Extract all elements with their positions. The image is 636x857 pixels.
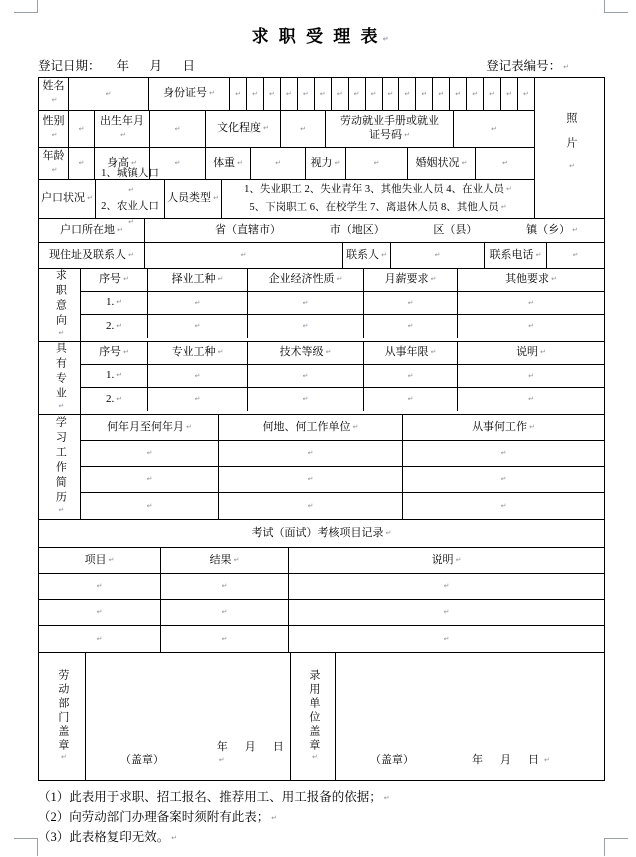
specialty-trade-input-cell[interactable] — [148, 388, 248, 411]
location-town-label: 镇（乡） ↵ — [526, 224, 578, 238]
registration-number-label[interactable]: 登记表编号： ↵ — [486, 56, 605, 74]
stamps-block — [39, 653, 604, 780]
col-header-result: 结果 ↵ — [210, 554, 240, 568]
assessment-row — [39, 574, 604, 600]
employment-cert-input-cell[interactable] — [454, 111, 534, 147]
place-unit-input-cell[interactable] — [219, 441, 403, 466]
salary-input-cell[interactable] — [364, 292, 458, 314]
specialty-block — [39, 342, 604, 415]
result-input-cell[interactable] — [161, 574, 289, 599]
assessment-row — [39, 600, 604, 626]
item-input-cell[interactable] — [39, 626, 161, 652]
enterprise-nature-input-cell[interactable] — [248, 315, 364, 338]
education-input-cell[interactable] — [281, 111, 326, 147]
registration-date — [38, 56, 199, 74]
photo-area[interactable] — [534, 78, 605, 218]
crop-mark-top-left — [14, 0, 38, 13]
row-hukou-person-type — [39, 168, 534, 218]
id-digit-cell[interactable] — [450, 78, 467, 110]
remark-input-cell[interactable] — [289, 574, 604, 599]
person-type-label: 人员类型 ↵ — [167, 192, 219, 206]
work-done-input-cell[interactable] — [403, 467, 604, 492]
id-digit-cell[interactable] — [264, 78, 281, 110]
specialty-trade-input-cell[interactable] — [148, 365, 248, 387]
location-province-label: 省（直辖市） — [215, 223, 281, 236]
stamp-date-label: 年 月 日 ↵ — [217, 741, 288, 769]
resume-block — [39, 415, 604, 520]
row-gender-birth — [39, 111, 534, 148]
id-digit-cell[interactable] — [230, 78, 247, 110]
vision-input-cell[interactable] — [346, 148, 408, 179]
specialty-row-2 — [81, 388, 604, 411]
contact-person-input-cell[interactable] — [391, 243, 485, 268]
trade-input-cell[interactable] — [148, 315, 248, 338]
notes-input-cell[interactable] — [458, 365, 604, 387]
hukou-location-label: 户口所在地 ↵ — [60, 224, 123, 238]
assessment-title-row — [39, 520, 604, 548]
gender-label: 性别 ↵ — [41, 115, 66, 143]
age-label: 年龄 ↵ — [41, 150, 66, 178]
job-intention-row-2 — [81, 315, 604, 338]
item-input-cell[interactable] — [39, 574, 161, 599]
salary-input-cell[interactable] — [364, 315, 458, 338]
resume-row — [81, 441, 604, 467]
hukou-status-label: 户口状况 ↵ — [41, 192, 93, 206]
assessment-row — [39, 626, 604, 652]
place-unit-input-cell[interactable] — [219, 467, 403, 492]
row-number: 2. ↵ — [106, 320, 122, 334]
specialty-header-row — [81, 342, 604, 365]
employment-cert-label: 劳动就业手册或就业 证号码 ↵ — [326, 111, 454, 147]
col-header-specialty-trade: 专业工种 ↵ — [172, 346, 224, 360]
id-digit-cell[interactable] — [383, 78, 400, 110]
footer-note-2: （2）向劳动部门办理备案时须附有此表； ↵ — [38, 808, 605, 828]
work-done-input-cell[interactable] — [403, 493, 604, 519]
resume-section-label: 学习工作简历 ↵ — [53, 416, 67, 518]
specialty-section-label: 具有专业 ↵ — [53, 342, 67, 414]
name-input-cell[interactable] — [69, 78, 149, 110]
period-input-cell[interactable] — [81, 493, 219, 519]
place-unit-input-cell[interactable] — [219, 493, 403, 519]
result-input-cell[interactable] — [161, 600, 289, 625]
form-content — [38, 13, 605, 847]
address-label: 现住址及联系人 ↵ — [49, 249, 134, 263]
photo-label: 照片 ↵ — [563, 112, 577, 184]
notes-input-cell[interactable] — [458, 388, 604, 411]
id-digit-cell[interactable] — [298, 78, 315, 110]
id-digit-cell[interactable] — [501, 78, 518, 110]
id-digit-cells — [230, 78, 534, 110]
assessment-header-row — [39, 548, 604, 574]
phone-input-cell[interactable] — [547, 243, 604, 268]
skill-level-input-cell[interactable] — [248, 388, 364, 411]
weight-label: 体重 ↵ — [213, 157, 243, 171]
marital-status-label: 婚姻状况 ↵ — [416, 157, 468, 171]
marital-status-input-cell[interactable] — [476, 148, 534, 179]
contact-person-label: 联系人 ↵ — [346, 249, 387, 263]
address-input-cell[interactable] — [145, 243, 343, 268]
work-done-input-cell[interactable] — [403, 441, 604, 466]
job-intention-block — [39, 269, 604, 342]
period-input-cell[interactable] — [81, 441, 219, 466]
id-digit-cell[interactable] — [247, 78, 264, 110]
labor-dept-stamp-label: 劳动部门盖章 ↵ — [55, 669, 69, 764]
id-digit-cell[interactable] — [399, 78, 416, 110]
employer-stamp-label: 录用单位盖章 ↵ — [306, 669, 320, 764]
id-digit-cell[interactable] — [332, 78, 349, 110]
col-header-seq: 序号 ↵ — [99, 346, 129, 360]
resume-row — [81, 467, 604, 493]
remark-input-cell[interactable] — [289, 600, 604, 625]
col-header-work-done: 从事何工作 ↵ — [472, 421, 535, 435]
id-digit-cell[interactable] — [433, 78, 450, 110]
height-label: 身高 ↵ — [107, 157, 137, 171]
years-input-cell[interactable] — [364, 388, 458, 411]
registration-date-label: 登记日期： — [38, 59, 101, 73]
id-digit-cell[interactable] — [315, 78, 332, 110]
assessment-block — [39, 548, 604, 653]
crop-mark-top-right — [604, 0, 628, 13]
row-number: 1. ↵ — [106, 296, 122, 310]
col-header-seq: 序号 ↵ — [99, 273, 129, 287]
hukou-location-input-cell[interactable] — [145, 219, 604, 242]
other-req-input-cell[interactable] — [458, 292, 604, 314]
row-name-id — [39, 78, 534, 111]
footer-note-1: （1）此表用于求职、招工报名、推荐用工、用工报备的依据； ↵ — [38, 788, 605, 808]
application-form-table — [38, 77, 605, 781]
phone-label: 联系电话 ↵ — [490, 249, 542, 263]
row-number: 2. ↵ — [106, 393, 122, 407]
hukou-status-options[interactable]: 1、城镇人口 ↵ 2、农业人口 ↵ — [96, 180, 165, 218]
col-header-years: 从事年限 ↵ — [385, 346, 437, 360]
stamp-date-label: 年 月 日 ↵ — [472, 754, 553, 768]
page-title: 求 职 受 理 表 ↵ — [38, 13, 605, 55]
col-header-skill-level: 技术等级 ↵ — [280, 346, 332, 360]
assessment-title: 考试（面试）考核项目记录 ↵ — [252, 527, 392, 541]
remark-input-cell[interactable] — [289, 626, 604, 652]
id-digit-cell[interactable] — [281, 78, 298, 110]
seal-placeholder-label: （盖章） — [120, 754, 164, 767]
id-digit-cell[interactable] — [349, 78, 366, 110]
employer-stamp-area[interactable] — [336, 653, 604, 780]
result-input-cell[interactable] — [161, 626, 289, 652]
years-input-cell[interactable] — [364, 365, 458, 387]
location-city-label: 市（地区） — [329, 223, 385, 236]
item-input-cell[interactable] — [39, 600, 161, 625]
weight-input-cell[interactable] — [251, 148, 306, 179]
employer-stamp-label-cell — [291, 653, 336, 780]
footer-note-3: （3）此表格复印无效。 ↵ — [38, 828, 605, 848]
gender-input-cell[interactable] — [69, 111, 95, 147]
labor-dept-stamp-area[interactable] — [86, 653, 291, 780]
col-header-trade: 择业工种 ↵ — [172, 273, 224, 287]
specialty-row-1 — [81, 365, 604, 388]
id-digit-cell[interactable] — [467, 78, 484, 110]
resume-row — [81, 493, 604, 519]
seal-placeholder-label: （盖章） — [370, 754, 414, 767]
row-number: 1. ↵ — [106, 369, 122, 383]
col-header-other-req: 其他要求 ↵ — [505, 273, 557, 287]
col-header-place-unit: 何地、何工作单位 ↵ — [263, 421, 359, 435]
id-digit-cell[interactable] — [518, 78, 534, 110]
crop-mark-bottom-left — [14, 838, 38, 856]
row-address-contact — [39, 243, 604, 269]
id-digit-cell[interactable] — [484, 78, 501, 110]
registration-row — [38, 55, 605, 77]
footer-notes — [38, 781, 605, 847]
row-hukou-location — [39, 219, 604, 243]
vision-label: 视力 ↵ — [311, 157, 341, 171]
crop-mark-bottom-right — [604, 838, 628, 856]
education-label: 文化程度 ↵ — [217, 122, 269, 136]
id-number-label: 身份证号 ↵ — [163, 87, 215, 101]
job-intention-section-label: 求职意向 ↵ — [53, 269, 67, 341]
birth-date-input-cell[interactable] — [150, 111, 206, 147]
col-header-notes: 说明 ↵ — [516, 346, 546, 360]
col-header-salary: 月薪要求 ↵ — [385, 273, 437, 287]
location-district-label: 区（县） — [433, 223, 478, 236]
id-digit-cell[interactable] — [366, 78, 383, 110]
resume-header-row — [81, 415, 604, 441]
skill-level-input-cell[interactable] — [248, 365, 364, 387]
col-header-item: 项目 ↵ — [85, 554, 115, 568]
labor-dept-stamp-label-cell — [39, 653, 86, 780]
period-input-cell[interactable] — [81, 467, 219, 492]
enterprise-nature-input-cell[interactable] — [248, 292, 364, 314]
person-type-options[interactable]: 1、失业职工 2、失业青年 3、其他失业人员 4、在业人员 ↵ 5、下岗职工 6、在校学生 7、离退休人员 8、其他人员 ↵ — [222, 180, 534, 218]
col-header-remark: 说明 ↵ — [432, 554, 462, 568]
basic-info-block — [39, 78, 604, 219]
job-intention-header-row — [81, 269, 604, 292]
name-label: 姓名 ↵ — [41, 80, 66, 108]
id-digit-cell[interactable] — [416, 78, 433, 110]
other-req-input-cell[interactable] — [458, 315, 604, 338]
col-header-period: 何年月至何年月 ↵ — [107, 421, 192, 435]
registration-date-value[interactable]: 年 月 日 — [116, 59, 200, 73]
job-intention-row-1 — [81, 292, 604, 315]
trade-input-cell[interactable] — [148, 292, 248, 314]
col-header-enterprise-nature: 企业经济性质 ↵ — [269, 273, 343, 287]
birth-date-label: 出生年月 ↵ — [97, 115, 147, 143]
age-input-cell[interactable] — [69, 148, 95, 179]
